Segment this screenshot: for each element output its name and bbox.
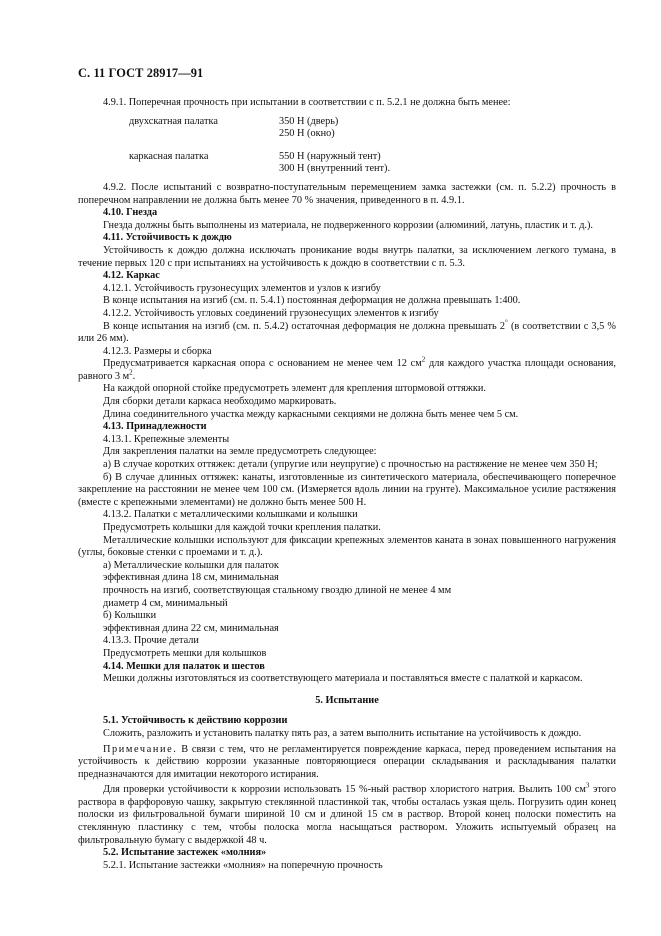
paragraph-4-13-1-intro: Для закрепления палатки на земле предусмотреть следующее: [103, 446, 377, 458]
paragraph-4-13-1: 4.13.1. Крепежные элементы [103, 433, 230, 445]
paragraph-4-13-2-diameter: диаметр 4 см, минимальный [103, 597, 228, 609]
paragraph-4-12-2: 4.12.2. Устойчивость угловых соединений грузонесущих элементов к изгибу [103, 307, 439, 319]
paragraph-4-12-3-length: Длина соединительного участка между каркасными секциями не должна быть менее чем 5 см. [103, 408, 519, 420]
strength-value: 300 Н (внутренний тент). [279, 163, 391, 175]
heading-4-10: 4.10. Гнезда [103, 207, 158, 219]
paragraph-4-11: Устойчивость к дождю должна исключать проникание воды внутрь палатки, за исключением легкого тумана, в течение первых 120 с при испытаниях на устойчивость к дождю в соответствии с п. 5.3. [78, 244, 616, 269]
heading-5-1: 5.1. Устойчивость к действию коррозии [103, 715, 288, 727]
strength-row [78, 116, 616, 129]
paragraph-4-13-3-text: Предусмотреть мешки для колышков [103, 647, 267, 659]
heading-5-2: 5.2. Испытание застежек «молния» [103, 847, 267, 859]
strength-value: 550 Н (наружный тент) [279, 150, 381, 162]
strength-row [78, 163, 616, 176]
paragraph-5-1-procedure: Для проверки устойчивости к коррозии использовать 15 %-ный раствор хлористого натрия. Вылить 100 $см^3$ этого раствора в фарфоровую чашку, закрытую стеклянной пластинкой так, чтобы осталась узкая щель. Погрузить один конец полоски из фильтровальной бумаги шириной 10 см и длиной 15 см в раствор. Второй конец полоски поместить на стеклянную пластинку с тем, чтобы полоска могла насыщаться раствором. Уложить испытуемый образец на фильтровальную бумагу с выдержкой 48 ч. [78, 781, 616, 846]
page-header: С. 11 ГОСТ 28917—91 [78, 66, 204, 80]
paragraph-5-1: Сложить, разложить и установить палатку пять раз, а затем выполнить испытание на устойчивость к дождю. [103, 727, 582, 739]
paragraph-4-12-3-storm: На каждой опорной стойке предусмотреть элемент для крепления штормовой оттяжки. [103, 383, 486, 395]
paragraph-4-13-1-a: а) В случае коротких оттяжек: детали (упругие или неупругие) с прочностью на растяжение не менее чем 350 Н; [103, 459, 598, 471]
paragraph-4-12-3-text: Предусматривается каркасная опора с основанием не менее чем 12 $см^2$ для каждого участка площади основания, равного 3 $м^2$. [78, 355, 616, 382]
paragraph-4-13-3: 4.13.3. Прочие детали [103, 635, 199, 647]
paragraph-4-13-2-length-b: эффективная длина 22 см, минимальная [103, 622, 279, 634]
paragraph-4-12-1: 4.12.1. Устойчивость грузонесущих элементов и узлов к изгибу [103, 282, 381, 294]
paragraph-4-9-1: 4.9.1. Поперечная прочность при испытании в соответствии с п. 5.2.1 не должна быть менее: [103, 97, 511, 108]
strength-row [78, 151, 616, 164]
document-page [78, 66, 616, 872]
strength-value: 250 Н (окно) [279, 128, 335, 140]
paragraph-4-14: Мешки должны изготовляться из соответствующего материала и поставляться вместе с палаткой и каркасом. [103, 673, 583, 685]
heading-4-14: 4.14. Мешки для палаток и шестов [103, 660, 265, 672]
paragraph-4-12-2-text: В конце испытания на изгиб (см. п. 5.4.2) остаточная деформация не должна превышать 2° (в соответствии с 3,5 % или 26 мм). [78, 318, 616, 345]
paragraph-4-13-2: 4.13.2. Палатки с металлическими колышками и колышки [103, 509, 358, 521]
section-5-title: 5. Испытание [315, 694, 379, 706]
heading-4-12: 4.12. Каркас [103, 270, 160, 282]
tent-type: каркасная палатка [129, 150, 209, 162]
strength-row [78, 128, 616, 141]
paragraph-4-13-2-b: б) Колышки [103, 610, 157, 622]
strength-value: 350 Н (дверь) [279, 115, 339, 127]
paragraph-4-13-2-a: а) Металлические колышки для палаток [103, 559, 279, 571]
paragraph-4-9-2: 4.9.2. После испытаний с возвратно-поступательным перемещением замка застежки (см. п. 5.2.2) прочность в поперечном направлении не должна быть менее 70 % значения, приведенного в п. 4.9.1. [78, 181, 616, 206]
paragraph-4-12-1-text: В конце испытания на изгиб (см. п. 5.4.1) постоянная деформация не должна превышать 1:400. [103, 295, 521, 307]
tent-type: двухскатная палатка [129, 115, 218, 127]
paragraph-4-12-3-marking: Для сборки детали каркаса необходимо маркировать. [103, 396, 337, 408]
paragraph-5-2-1: 5.2.1. Испытание застежки «молния» на поперечную прочность [103, 859, 383, 871]
paragraph-4-13-1-b: б) В случае длинных оттяжек: канаты, изготовленные из синтетического материала, обеспечивающего поперечное закрепление на расстоянии не менее чем 100 см. (Измеряется вдоль линии на грунте). Максимальное усилие растяжения (вместе с крепежными элементами) не должно быть менее 500 Н. [78, 471, 616, 508]
paragraph-4-12-3: 4.12.3. Размеры и сборка [103, 345, 212, 357]
paragraph-4-13-2-length: эффективная длина 18 см, минимальная [103, 572, 279, 584]
paragraph-4-13-2-pegs: Предусмотреть колышки для каждой точки крепления палатки. [103, 522, 381, 533]
note-paragraph: Примечание. В связи с тем, что не регламентируется повреждение каркаса, перед проведением испытания на устойчивость к действию коррозии указанные повторяющиеся операции складывания и раскладывания палатки предназначаются для имитации некоторого истирания. [78, 743, 616, 780]
heading-4-11: 4.11. Устойчивость к дождю [103, 232, 232, 244]
paragraph-4-13-2-bend: прочность на изгиб, соответствующая стальному гвоздю длиной не менее 4 мм [103, 584, 452, 596]
note-label: Примечание. [103, 743, 178, 755]
paragraph-4-13-2-metal: Металлические колышки используют для фиксации крепежных элементов каната в зонах повышенного нагружения (углы, боковые стенки с проемами и т. д.). [78, 534, 616, 559]
paragraph-4-10: Гнезда должны быть выполнены из материала, не подверженного коррозии (алюминий, латунь, пластик и т. д.). [103, 219, 594, 231]
strength-table [78, 116, 616, 176]
heading-4-13: 4.13. Принадлежности [103, 421, 207, 433]
